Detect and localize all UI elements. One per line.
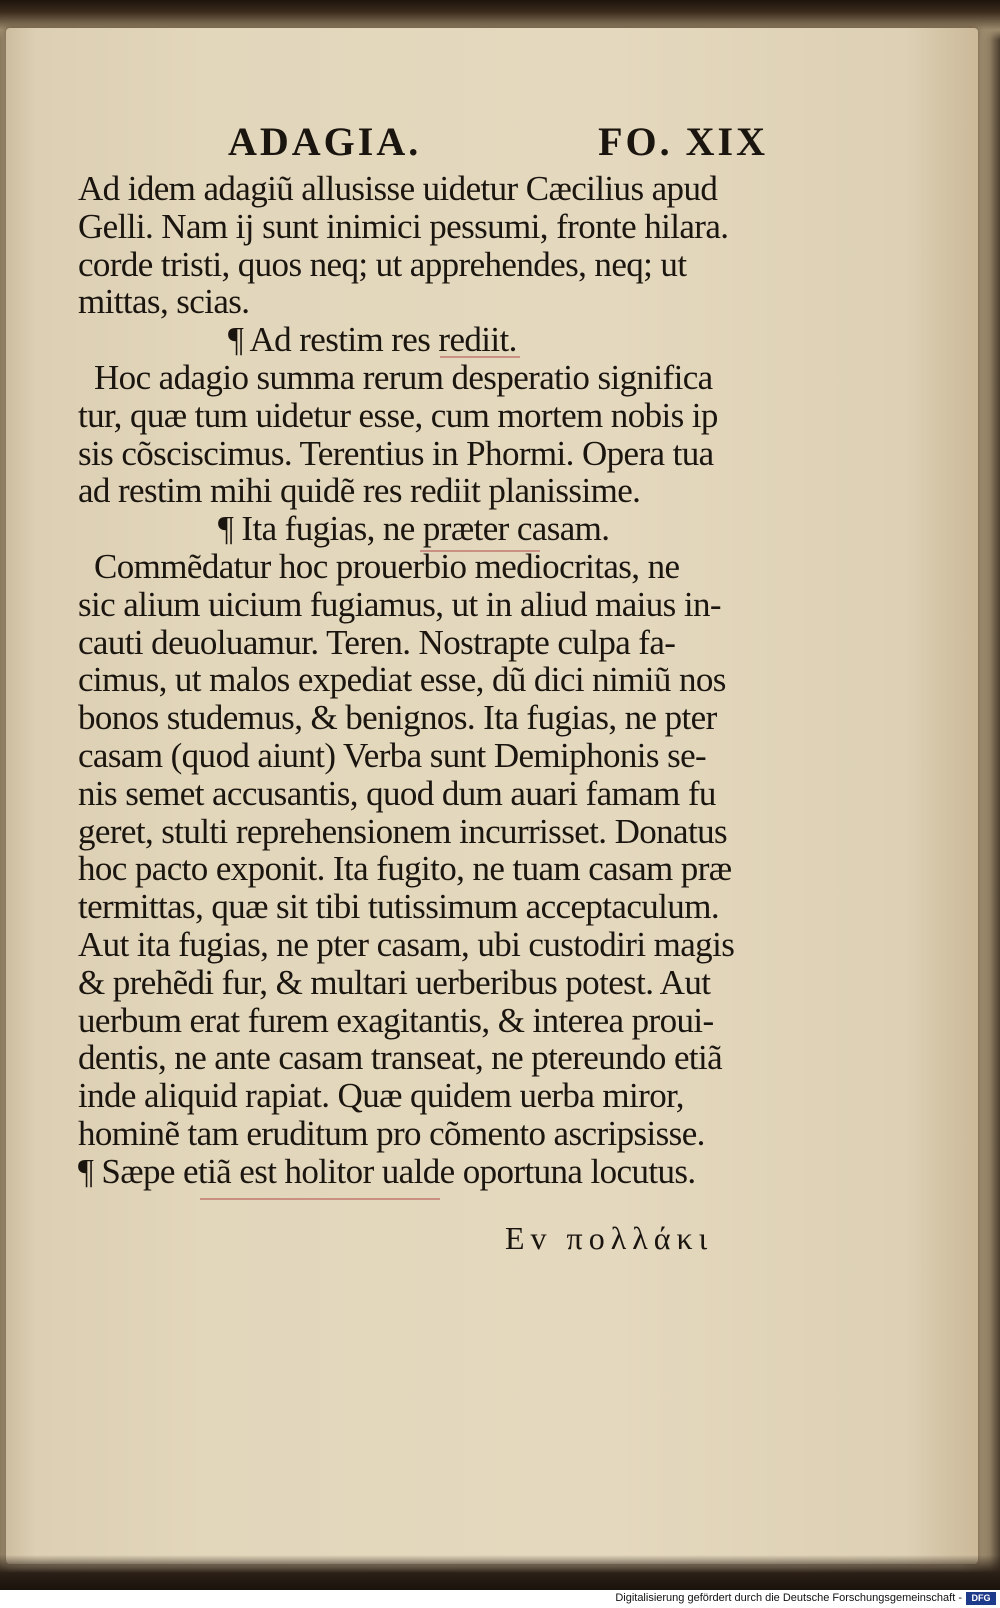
section-heading-line: ¶ Ad restim res rediit. <box>228 320 517 360</box>
text-line: corde tristi, quos neq; ut apprehendes, neq; ut <box>78 244 687 284</box>
running-head-title: ADAGIA. <box>228 119 422 164</box>
text-line: uerbum erat furem exagitantis, & interea proui- <box>78 1000 714 1040</box>
text-line: hominẽ tam eruditum pro cõmento ascripsisse. <box>78 1113 705 1153</box>
folio-number: FO. XIX <box>598 119 768 164</box>
text-line: Aut ita fugias, ne pter casam, ubi custodiri magis <box>78 924 735 964</box>
text-line: tur, quæ tum uidetur esse, cum mortem nobis ip <box>78 395 718 435</box>
section-heading-line: ¶ Sæpe etiã est holitor ualde oportuna locutus. <box>78 1151 696 1191</box>
text-block <box>78 118 768 1191</box>
text-line: Hoc adagio summa rerum desperatio significa <box>94 357 713 397</box>
text-line: nis semet accusantis, quod dum auari famam fu <box>78 773 716 813</box>
text-line: cimus, ut malos expediat esse, dũ dici nimiũ nos <box>78 660 726 700</box>
page-bottom-edge <box>0 1555 1000 1590</box>
text-line: Commẽdatur hoc prouerbio mediocritas, ne <box>94 546 680 586</box>
text-line: sis cõsciscimus. Terentius in Phormi. Opera tua <box>78 433 714 473</box>
running-head <box>228 118 768 170</box>
text-line: dentis, ne ante casam transeat, ne ptereundo etiã <box>78 1038 723 1078</box>
section-heading-line: ¶ Ita fugias, ne præter casam. <box>218 509 610 549</box>
catchword: Ev πολλάκι <box>505 1220 714 1256</box>
text-line: Ad idem adagiũ allusisse uidetur Cæcilius apud <box>78 169 718 208</box>
text-line: casam (quod aiunt) Verba sunt Demiphonis se- <box>78 735 707 775</box>
text-line: sic alium uicium fugiamus, ut in aliud maius in- <box>78 584 721 624</box>
text-line: & prehẽdi fur, & multari uerberibus potest. Aut <box>78 962 711 1002</box>
text-line: inde aliquid rapiat. Quæ quidem uerba miror, <box>78 1076 684 1116</box>
text-line: cauti deuoluamur. Teren. Nostrapte culpa fa- <box>78 622 676 662</box>
dfg-logo-icon: DFG <box>966 1592 996 1605</box>
red-mark <box>200 1198 440 1200</box>
digitization-footer <box>0 1590 1000 1608</box>
text-line: geret, stulti reprehensionem incurrisset. Donatus <box>78 811 728 851</box>
body-text <box>78 170 768 1191</box>
text-line: Gelli. Nam ij sunt inimici pessumi, fronte hilara. <box>78 206 729 246</box>
text-line: bonos studemus, & benignos. Ita fugias, ne pter <box>78 698 717 738</box>
text-line: mittas, scias. <box>78 282 250 322</box>
text-line: ad restim mihi quidẽ res rediit planissime. <box>78 471 641 511</box>
text-line: hoc pacto exponit. Ita fugito, ne tuam casam præ <box>78 849 732 889</box>
footer-credit: Digitalisierung gefördert durch die Deutsche Forschungsgemeinschaft - <box>615 1592 962 1604</box>
text-line: termittas, quæ sit tibi tutissimum acceptaculum. <box>78 887 719 927</box>
